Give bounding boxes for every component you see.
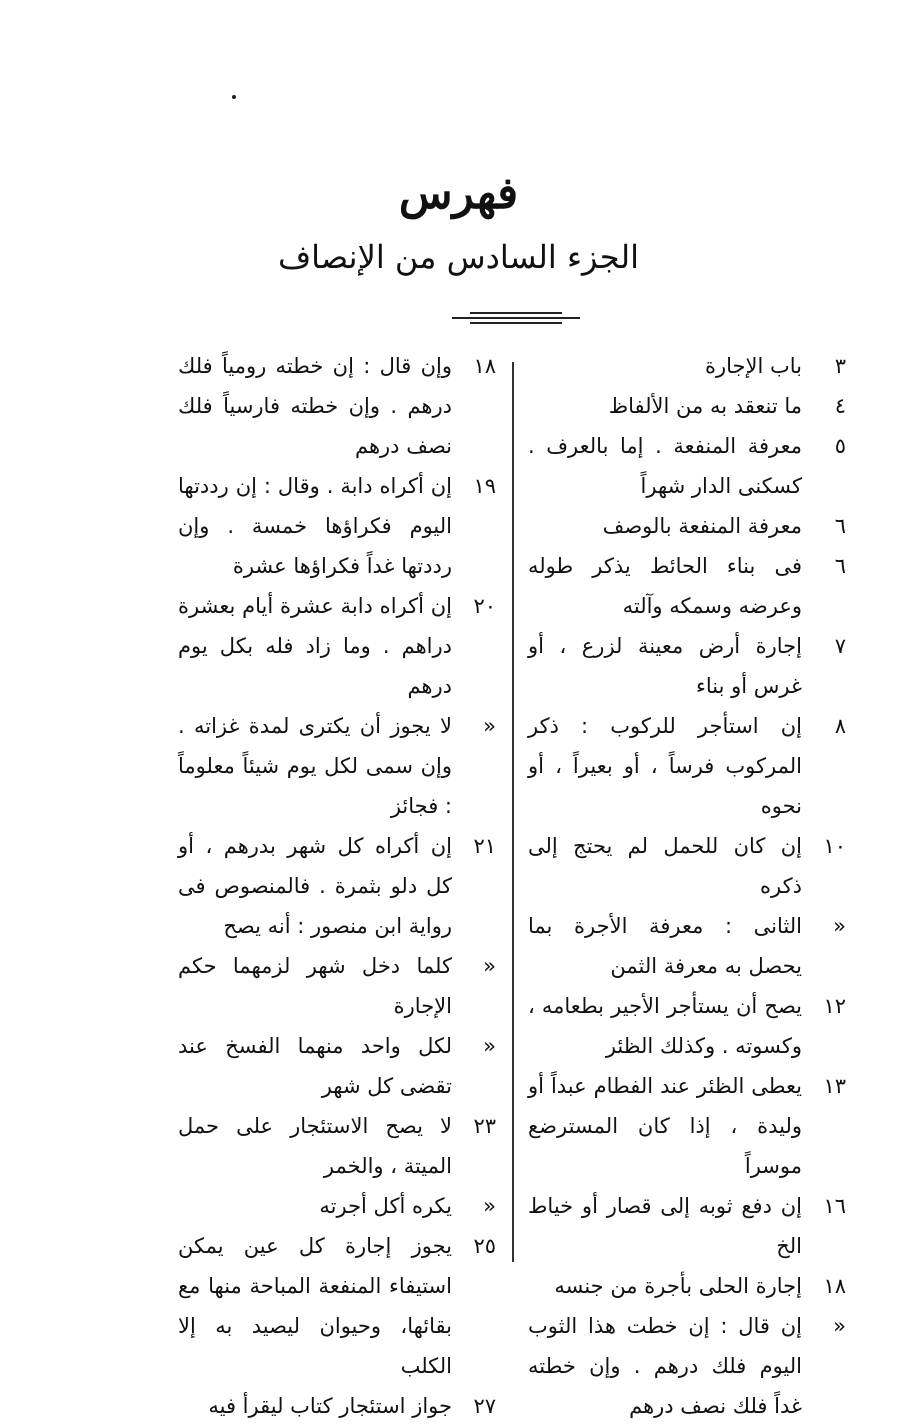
index-entry-text: يعطى الظئر عند الفطام عبداً أو وليدة ، إذا كان المسترضع موسراً: [528, 1074, 802, 1178]
index-entry-text: إن دفع ثوبه إلى قصار أو خياط الخ: [528, 1194, 802, 1258]
column-divider: [512, 362, 514, 1262]
index-entry-text: باب الإجارة: [704, 354, 802, 378]
index-entry: [528, 546, 846, 626]
index-entry-page-number: «: [483, 1034, 496, 1058]
index-entry: [528, 1186, 846, 1266]
index-entry-page-number: ١٦: [823, 1194, 846, 1218]
index-entry: [178, 1386, 496, 1426]
index-entry: [178, 586, 496, 706]
index-entry-text: فى بناء الحائط يذكر طوله وعرضه وسمكه وآلته: [528, 554, 802, 618]
index-entry: [528, 706, 846, 826]
index-entry: [528, 626, 846, 706]
index-entry-page-number: ١٩: [473, 474, 496, 498]
index-entry-text: لا يجوز أن يكترى لمدة غزاته . وإن سمى لكل يوم شيئاً معلوماً : فجائز: [178, 714, 452, 818]
index-entry-page-number: «: [833, 1314, 846, 1338]
index-entry-page-number: «: [483, 1194, 496, 1218]
index-entry: [178, 946, 496, 1026]
index-entry-text: إجارة الحلى بأجرة من جنسه: [554, 1274, 802, 1298]
index-entry: [528, 986, 846, 1066]
index-entry: [178, 346, 496, 466]
index-entry-text: يكره أكل أجرته: [319, 1194, 452, 1218]
index-entry: [178, 1106, 496, 1186]
index-entry-page-number: «: [833, 914, 846, 938]
index-entry-text: ما تنعقد به من الألفاظ: [608, 394, 802, 418]
index-entry-page-number: ١٠: [823, 834, 846, 858]
index-entry-page-number: ٧: [834, 634, 846, 658]
index-entry-text: إن أكراه دابة . وقال : إن رددتها اليوم فكراؤها خمسة . وإن رددتها غداً فكراؤها عشرة: [178, 474, 452, 578]
index-entry-text: معرفة المنفعة بالوصف: [602, 514, 802, 538]
ink-speck: [232, 95, 236, 99]
index-entry-text: يصح أن يستأجر الأجير بطعامه ، وكسوته . وكذلك الظئر: [528, 994, 802, 1058]
index-entry-page-number: ١٨: [823, 1274, 846, 1298]
index-entry: [178, 466, 496, 586]
index-entry-page-number: ٦: [834, 554, 846, 578]
index-entry: [178, 1026, 496, 1106]
index-entry-page-number: ٢٣: [473, 1114, 496, 1138]
index-entry: [528, 1266, 846, 1306]
index-entry: [528, 426, 846, 506]
index-entry-text: إن كان للحمل لم يحتج إلى ذكره: [528, 834, 802, 898]
index-entry-page-number: ٢٧: [473, 1394, 496, 1418]
page-subtitle: الجزء السادس من الإنصاف: [278, 238, 639, 276]
index-entry-page-number: ٨: [834, 714, 846, 738]
index-column-left: [178, 346, 496, 1426]
index-entry-page-number: «: [483, 714, 496, 738]
index-entry-text: يجوز إجارة كل عين يمكن استيفاء المنفعة المباحة منها مع بقائها، وحيوان ليصيد به إلا الكلب: [178, 1234, 452, 1378]
index-entry-text: وإن قال : إن خطته رومياً فلك درهم . وإن خطته فارسياً فلك نصف درهم: [178, 354, 452, 458]
index-entry-page-number: ٥: [834, 434, 846, 458]
index-entry-page-number: ٤: [834, 394, 846, 418]
index-entry-text: إن أكراه دابة عشرة أيام بعشرة دراهم . وما زاد فله بكل يوم درهم: [178, 594, 452, 698]
index-entry: [528, 386, 846, 426]
index-entry: [528, 1066, 846, 1186]
index-entry-text: كلما دخل شهر لزمهما حكم الإجارة: [178, 954, 452, 1018]
index-entry: [178, 706, 496, 826]
index-entry-page-number: ٣: [834, 354, 846, 378]
index-entry: [178, 1226, 496, 1386]
index-entry-page-number: ٢٥: [473, 1234, 496, 1258]
index-entry-text: لا يصح الاستئجار على حمل الميتة ، والخمر: [178, 1114, 452, 1178]
index-entry-text: إن أكراه كل شهر بدرهم ، أو كل دلو بثمرة . فالمنصوص فى رواية ابن منصور : أنه يصح: [178, 834, 452, 938]
index-entry: [528, 906, 846, 986]
index-entry-text: لكل واحد منهما الفسخ عند تقضى كل شهر: [178, 1034, 452, 1098]
index-entry: [178, 1186, 496, 1226]
index-entry-text: جواز استئجار كتاب ليقرأ فيه: [208, 1394, 452, 1418]
index-entry: [528, 1306, 846, 1426]
title-ornament-rule: [452, 312, 580, 327]
index-entry-page-number: ١٢: [823, 994, 846, 1018]
index-entry-page-number: ٦: [834, 514, 846, 538]
index-entry-text: معرفة المنفعة . إما بالعرف . كسكنى الدار شهراً: [528, 434, 802, 498]
index-column-right: [528, 346, 846, 1426]
index-entry: [528, 346, 846, 386]
page-title: فهرس: [398, 168, 519, 219]
index-entry-page-number: «: [483, 954, 496, 978]
index-entry-text: الثانى : معرفة الأجرة بما يحصل به معرفة الثمن: [528, 914, 802, 978]
index-entry-text: إن استأجر للركوب : ذكر المركوب فرساً ، أو بعيراً ، أو نحوه: [528, 714, 802, 818]
index-entry-text: إن قال : إن خطت هذا الثوب اليوم فلك درهم . وإن خطته غداً فلك نصف درهم: [528, 1314, 802, 1418]
index-entry-page-number: ١٣: [823, 1074, 846, 1098]
index-entry-page-number: ٢١: [473, 834, 496, 858]
index-entry: [528, 826, 846, 906]
index-entry: [528, 506, 846, 546]
index-entry: [178, 826, 496, 946]
index-entry-text: إجارة أرض معينة لزرع ، أو غرس أو بناء: [528, 634, 802, 698]
index-entry-page-number: ١٨: [473, 354, 496, 378]
index-entry-page-number: ٢٠: [473, 594, 496, 618]
